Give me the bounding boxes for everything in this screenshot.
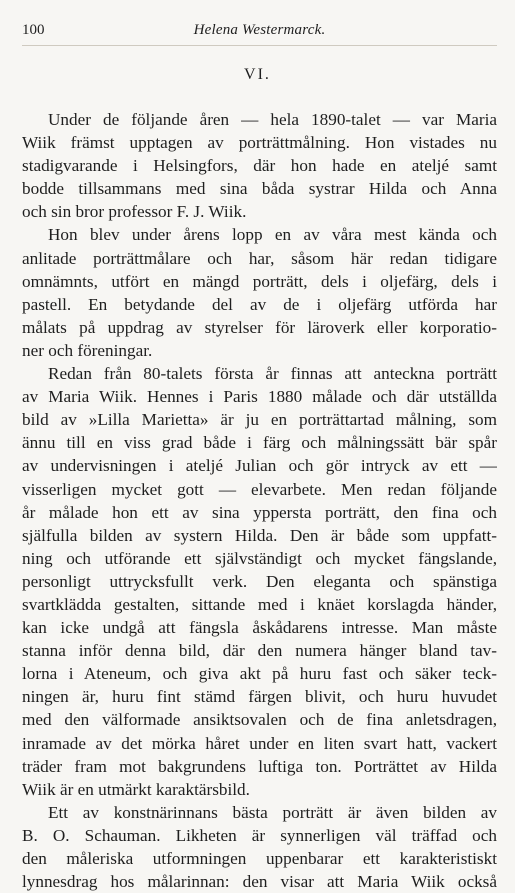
text-line: år målade hon ett av sina yppersta porträtt, den fina och [22,502,497,522]
text-line: ner och föreningar. [22,340,153,360]
page-header [22,22,497,42]
text-line: med den välformade ansiktsovalen och de fina anletsdragen, [22,710,497,730]
text-line: och sin bror professor F. J. Wiik. [22,202,247,222]
text-line: visserligen mycket gott — elevarbete. Men redan följande [22,479,497,499]
text-line: inramade av det mörka håret under en liten svart hatt, vackert [22,733,497,753]
page-number: 100 [22,22,45,38]
text-line: kan icke undgå att fängsla åskådarens intresse. Man måste [22,618,497,638]
text-line: anlitade porträttmålare och har, såsom här redan tidigare [22,248,497,268]
text-line: målats på uppdrag av styrelser för läroverk eller korporatio- [22,317,497,337]
body-text [22,108,497,893]
text-line: själfulla bilden av systern Hilda. Den är både som uppfatt- [22,525,497,545]
text-line: ännu till en viss grad både i färg och målningssätt bär spår [22,433,497,453]
text-line: Hon blev under årens lopp en av våra mest kända och [48,225,497,245]
text-line: stanna inför denna bild, där den numera hänger bland tav- [22,641,497,661]
header-rule [22,45,497,46]
text-line: personligt uttrycksfullt verk. Den eleganta och spänstiga [22,571,497,591]
text-line: omnämnts, utfört en mängd porträtt, dels i oljefärg, dels i [22,271,497,291]
text-line: träder fram mot bakgrundens luftiga ton. Porträttet av Hilda [22,756,497,776]
text-line: lorna i Ateneum, och giva akt på huru fast och säker teck- [22,664,497,684]
text-line: svartklädda gestalten, sittande med i knäet korslagda händer, [22,594,497,614]
text-line: Wiik främst upptagen av porträttmålning. Hon vistades nu [22,133,497,153]
text-line: bodde tillsammans med sina båda systrar Hilda och Anna [22,179,497,199]
text-line: Ett av konstnärinnans bästa porträtt är även bilden av [48,802,497,822]
text-line: ning och utförande ett självständigt och mycket fängslande, [22,548,497,568]
text-line: Wiik är en utmärkt karaktärsbild. [22,779,250,799]
text-line: B. O. Schauman. Likheten är synnerligen väl träffad och [22,825,497,845]
text-line: pastell. En betydande del av de i oljefärg utförda har [22,294,497,314]
text-line: den måleriska utformningen uppenbarar ett karakteristiskt [22,849,497,868]
text-line: bild av »Lilla Marietta» är ju en porträttartad målning, som [22,410,497,430]
text-line: av undervisningen i ateljé Julian och gör intryck av ett — [22,456,497,476]
chapter-heading: VI. [244,66,271,83]
running-head: Helena Westermarck. [193,22,326,38]
text-line: Under de följande åren — hela 1890-talet — var Maria [48,110,497,129]
text-line: Redan från 80-talets första år finnas att anteckna porträtt [48,364,497,384]
text-line: av Maria Wiik. Hennes i Paris 1880 målade och där utställda [22,387,497,407]
text-line: lynnesdrag hos målarinnan: den visar att Maria Wiik också [22,872,497,892]
text-line: stadigvarande i Helsingfors, där hon hade en ateljé samt [22,156,497,176]
text-line: ningen är, huru fint stämd färgen blivit, och huru huvudet [22,687,497,707]
